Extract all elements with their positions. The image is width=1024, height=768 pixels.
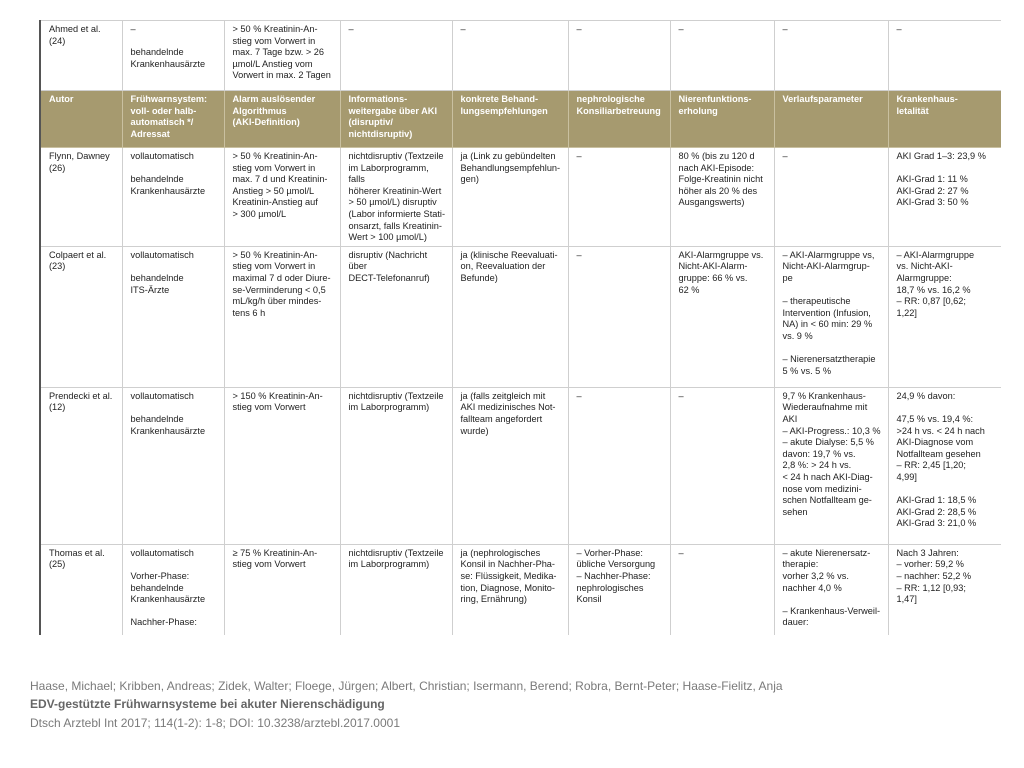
table-cell: ja (nephrologisches Konsil in Nachher-Pha- se: Flüssigkeit, Medika- tion, Diagnose, Monito- ring, Ernährung)	[452, 544, 568, 635]
table-cell: ja (Link zu gebündelten Behandlungsempfehlun- gen)	[452, 148, 568, 247]
table-cell: Colpaert et al. (23)	[40, 246, 122, 387]
table-cell: > 50 % Kreatinin-An- stieg vom Vorwert in maximal 7 d oder Diure- se-Verminderung < 0,5 mL/kg/h über mindes- tens 6 h	[224, 246, 340, 387]
table-cell: ja (klinische Reevaluati- on, Reevaluation der Befunde)	[452, 246, 568, 387]
table-cell: –	[452, 21, 568, 91]
table-cell: –	[568, 387, 670, 544]
table-cell: AKI-Alarmgruppe vs. Nicht-AKI-Alarm- gruppe: 66 % vs. 62 %	[670, 246, 774, 387]
table-cell: vollautomatisch behandelnde ITS-Ärzte	[122, 246, 224, 387]
table-cell: > 150 % Kreatinin-An- stieg vom Vorwert	[224, 387, 340, 544]
table-cell: 80 % (bis zu 120 d nach AKI-Episode: Folge-Kreatinin nicht höher als 20 % des Ausgangswerts)	[670, 148, 774, 247]
citation-title: EDV-gestützte Frühwarnsysteme bei akuter Nierenschädigung	[30, 697, 385, 711]
table-cell: – AKI-Alarmgruppe vs, Nicht-AKI-Alarmgrup- pe – therapeutische Intervention (Infusion, NA) in < 60 min: 29 % vs. 9 % – Nierenersatztherapie 5 % vs. 5 %	[774, 246, 888, 387]
header-nierenfunktionserholung: Nierenfunktions- erholung	[670, 91, 774, 148]
table-cell: –	[568, 148, 670, 247]
table-cell: ≥ 75 % Kreatinin-An- stieg vom Vorwert	[224, 544, 340, 635]
table-cell: –	[340, 21, 452, 91]
table-cell: – akute Nierenersatz- therapie: vorher 3,2 % vs. nachher 4,0 % – Krankenhaus-Verweil- dauer:	[774, 544, 888, 635]
table-cell: 24,9 % davon: 47,5 % vs. 19,4 %: >24 h vs. < 24 h nach AKI-Diagnose vom Notfallteam gesehen – RR: 2,45 [1,20; 4,99] AKI-Grad 1: 18,5 % AKI-Grad 2: 28,5 % AKI-Grad 3: 21,0 %	[888, 387, 1001, 544]
table-cell: vollautomatisch behandelnde Krankenhausärzte	[122, 148, 224, 247]
table-cell: –	[774, 21, 888, 91]
table-cell: –	[670, 387, 774, 544]
table-cell: nichtdisruptiv (Textzeile im Laborprogramm)	[340, 544, 452, 635]
table-cell: –	[670, 21, 774, 91]
table-cell: –	[568, 21, 670, 91]
table-row	[40, 246, 1001, 387]
table-cell: vollautomatisch behandelnde Krankenhausärzte	[122, 387, 224, 544]
table-cell: – Vorher-Phase: übliche Versorgung – Nachher-Phase: nephrologisches Konsil	[568, 544, 670, 635]
table-cell: Prendecki et al. (12)	[40, 387, 122, 544]
table-cell: nichtdisruptiv (Textzeile im Laborprogramm)	[340, 387, 452, 544]
study-table-container	[39, 20, 1001, 635]
table-row-top-partial	[40, 21, 1001, 91]
table-cell: disruptiv (Nachricht über DECT-Telefonanruf)	[340, 246, 452, 387]
table-row	[40, 387, 1001, 544]
table-cell: Thomas et al. (25)	[40, 544, 122, 635]
table-cell: –	[888, 21, 1001, 91]
table-cell: – AKI-Alarmgruppe vs. Nicht-AKI- Alarmgruppe: 18,7 % vs. 16,2 % – RR: 0,87 [0,62; 1,22]	[888, 246, 1001, 387]
table-cell: Nach 3 Jahren: – vorher: 59,2 % – nachher: 52,2 % – RR: 1,12 [0,93; 1,47]	[888, 544, 1001, 635]
table-cell: > 50 % Kreatinin-An- stieg vom Vorwert in max. 7 Tage bzw. > 26 µmol/L Anstieg vom Vorwert in max. 2 Tagen	[224, 21, 340, 91]
table-cell: > 50 % Kreatinin-An- stieg vom Vorwert in max. 7 d und Kreatinin- Anstieg > 50 µmol/L Kreatinin-Anstieg auf > 300 µmol/L	[224, 148, 340, 247]
table-header-row	[40, 91, 1001, 148]
header-fruehwarnsystem: Frühwarnsystem: voll- oder halb- automatisch */ Adressat	[122, 91, 224, 148]
table-cell: 9,7 % Krankenhaus- Wiederaufnahme mit AKI – AKI-Progress.: 10,3 % – akute Dialyse: 5,5 % davon: 19,7 % vs. 2,8 %: > 24 h vs. < 24 h nach AKI-Diag- nose vom medizini- schen Notfallteam ge- sehen	[774, 387, 888, 544]
table-cell: Flynn, Dawney (26)	[40, 148, 122, 247]
study-table	[39, 20, 1001, 635]
header-informationsweitergabe: Informations- weitergabe über AKI (disruptiv/ nichtdisruptiv)	[340, 91, 452, 148]
header-konsiliarbetreuung: nephrologische Konsiliarbetreuung	[568, 91, 670, 148]
table-row	[40, 544, 1001, 635]
table-cell: ja (falls zeitgleich mit AKI medizinisches Not- fallteam angefordert wurde)	[452, 387, 568, 544]
table-cell: vollautomatisch Vorher-Phase: behandelnde Krankenhausärzte Nachher-Phase:	[122, 544, 224, 635]
table-cell: Ahmed et al. (24)	[40, 21, 122, 91]
header-alarm: Alarm auslösender Algorithmus (AKI-Definition)	[224, 91, 340, 148]
table-cell: –	[568, 246, 670, 387]
header-verlaufsparameter: Verlaufsparameter	[774, 91, 888, 148]
table-cell: AKI Grad 1–3: 23,9 % AKI-Grad 1: 11 % AKI-Grad 2: 27 % AKI-Grad 3: 50 %	[888, 148, 1001, 247]
table-row	[40, 148, 1001, 247]
table-cell: nichtdisruptiv (Textzeile im Laborprogramm, falls höherer Kreatinin-Wert > 50 µmol/L) disruptiv (Labor informierte Stati- onsarzt, falls Kreatinin- Wert > 100 µmol/L)	[340, 148, 452, 247]
citation-authors: Haase, Michael; Kribben, Andreas; Zidek, Walter; Floege, Jürgen; Albert, Christian; Isermann, Berend; Robra, Bernt-Peter; Haase-Fielitz, Anja	[30, 679, 783, 693]
table-cell: –	[774, 148, 888, 247]
table-cell: – behandelnde Krankenhausärzte	[122, 21, 224, 91]
citation-journal: Dtsch Arztebl Int 2017; 114(1-2): 1-8; DOI: 10.3238/arztebl.2017.0001	[30, 716, 401, 730]
table-cell: –	[670, 544, 774, 635]
header-behandlungsempfehlungen: konkrete Behand- lungsempfehlungen	[452, 91, 568, 148]
header-krankenhausletalitaet: Krankenhaus- letalität	[888, 91, 1001, 148]
header-autor: Autor	[40, 91, 122, 148]
